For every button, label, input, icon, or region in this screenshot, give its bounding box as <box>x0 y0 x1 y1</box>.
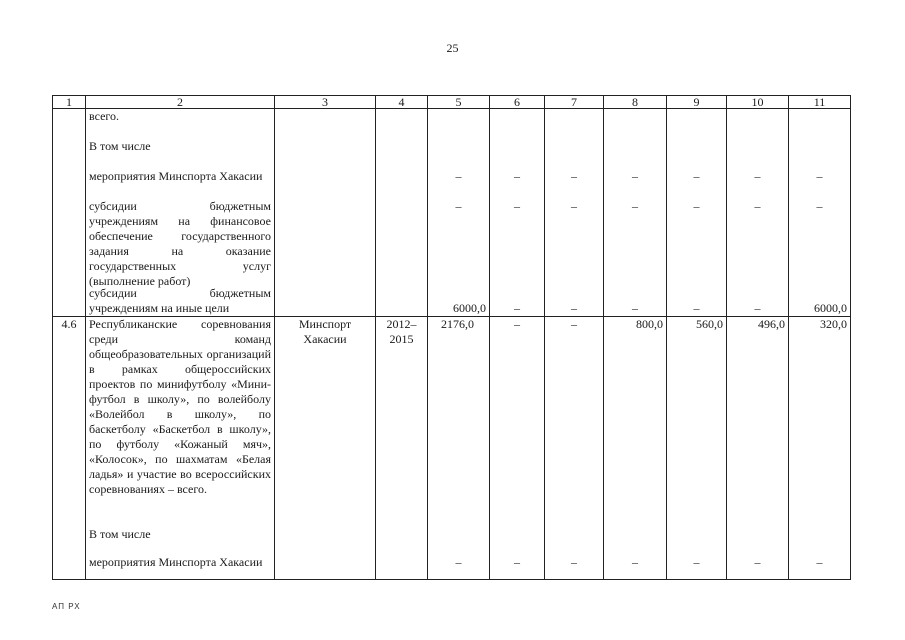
table-row <box>53 109 851 317</box>
value: 496,0 <box>758 317 785 331</box>
footer-stamp: АП РХ <box>52 602 81 611</box>
cell-executor <box>275 109 376 317</box>
page-number: 25 <box>446 41 459 55</box>
value: – <box>693 199 700 213</box>
header-col-6: 6 <box>490 96 545 109</box>
cell-col-7 <box>545 109 604 317</box>
header-col-10: 10 <box>727 96 789 109</box>
value: – <box>754 199 761 213</box>
value: – <box>455 169 462 183</box>
header-col-9: 9 <box>667 96 727 109</box>
value: – <box>632 301 638 315</box>
value: – <box>514 317 520 331</box>
value: – <box>754 301 761 315</box>
value: – <box>514 301 520 315</box>
value: 800,0 <box>636 317 663 331</box>
value: 560,0 <box>696 317 723 331</box>
value: – <box>816 169 823 183</box>
cell-col-9 <box>667 109 727 317</box>
cell-description <box>86 317 275 580</box>
header-col-4: 4 <box>376 96 428 109</box>
value: – <box>514 169 520 183</box>
value: – <box>632 199 638 213</box>
value: – <box>693 169 700 183</box>
value: 6000,0 <box>453 301 486 315</box>
value: – <box>514 199 520 213</box>
value: – <box>514 555 520 569</box>
header-col-5: 5 <box>428 96 490 109</box>
years: 2012–2015 <box>386 317 417 346</box>
cell-years <box>376 109 428 317</box>
cell-col-6 <box>490 317 545 580</box>
value: – <box>571 169 577 183</box>
value: – <box>571 301 577 315</box>
value: – <box>693 555 700 569</box>
cell-col-10 <box>727 109 789 317</box>
including-label: В том числе <box>89 527 151 541</box>
cell-col-7 <box>545 317 604 580</box>
value: – <box>754 169 761 183</box>
cell-years <box>376 317 428 580</box>
subsidy-assignment-label: субсидии бюджетным учреждениям на финансовое обеспечение государственного задания на оказание государственных услуг (выполнение работ) <box>89 199 271 288</box>
cell-description <box>86 109 275 317</box>
cell-col-5 <box>428 317 490 580</box>
value: 320,0 <box>820 317 847 331</box>
header-col-1: 1 <box>53 96 86 109</box>
value: – <box>571 317 577 331</box>
header-col-7: 7 <box>545 96 604 109</box>
value: – <box>571 555 577 569</box>
value: – <box>632 555 638 569</box>
header-col-3: 3 <box>275 96 376 109</box>
cell-col-11 <box>789 317 851 580</box>
cell-col-5 <box>428 109 490 317</box>
executor: Минспорт Хакасии <box>298 317 352 346</box>
cell-number <box>53 109 86 317</box>
value: 2176,0 <box>441 317 474 331</box>
cell-col-6 <box>490 109 545 317</box>
header-col-11: 11 <box>789 96 851 109</box>
total-label: всего. <box>89 109 120 123</box>
cell-col-11 <box>789 109 851 317</box>
budget-table <box>52 95 851 580</box>
item-description: Республиканские соревнования среди команд общеобразовательных организаций в рамках общероссийских проектов по минифутболу «Мини-футбол в школу», по волейболу «Волейбол в школу», по баскетболу «Баскетбол в школу», по футболу «Кожаный мяч», «Колосок», по шахматам «Белая ладья» и участие во всероссийских соревнованиях – всего. <box>89 317 271 496</box>
activities-label: мероприятия Минспорта Хакасии <box>89 555 263 569</box>
header-col-2: 2 <box>86 96 275 109</box>
cell-col-8 <box>604 109 667 317</box>
table-row <box>53 317 851 580</box>
value: – <box>455 199 462 213</box>
cell-executor <box>275 317 376 580</box>
value: – <box>632 169 638 183</box>
value: – <box>571 199 577 213</box>
cell-number <box>53 317 86 580</box>
item-number: 4.6 <box>61 317 77 331</box>
header-col-8: 8 <box>604 96 667 109</box>
cell-col-10 <box>727 317 789 580</box>
activities-label: мероприятия Минспорта Хакасии <box>89 169 263 183</box>
subsidy-other-label: субсидии бюджетным учреждениям на иные цели <box>89 286 271 315</box>
value: – <box>816 555 823 569</box>
value: – <box>754 555 761 569</box>
value: – <box>693 301 700 315</box>
including-label: В том числе <box>89 139 151 153</box>
value: – <box>455 555 462 569</box>
header-row <box>53 96 851 109</box>
cell-col-8 <box>604 317 667 580</box>
value: 6000,0 <box>814 301 847 315</box>
cell-col-9 <box>667 317 727 580</box>
value: – <box>816 199 823 213</box>
